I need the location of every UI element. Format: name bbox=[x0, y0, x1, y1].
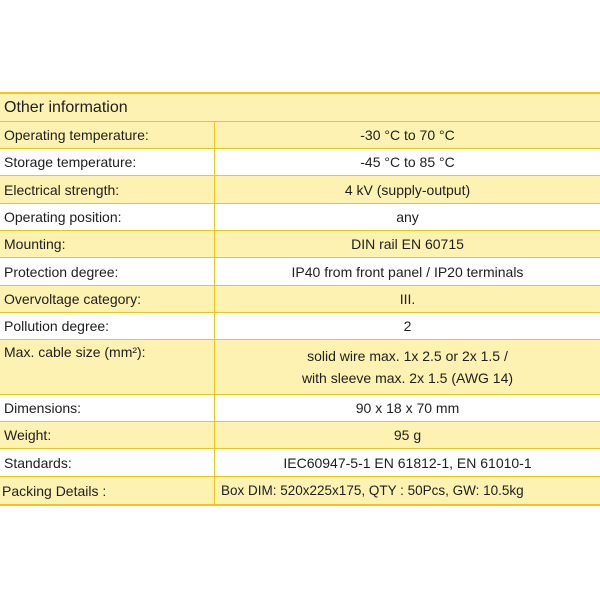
row-label: Pollution degree: bbox=[0, 313, 215, 339]
row-value: DIN rail EN 60715 bbox=[351, 236, 464, 252]
row-value: IP40 from front panel / IP20 terminals bbox=[291, 263, 524, 280]
row-value-line: solid wire max. 1x 2.5 or 2x 1.5 / bbox=[307, 348, 508, 364]
row-label: Standards: bbox=[0, 449, 215, 476]
row-label: Dimensions: bbox=[0, 395, 215, 421]
table-row bbox=[0, 204, 600, 231]
row-value: -45 °C to 85 °C bbox=[360, 154, 455, 170]
table-row bbox=[0, 477, 600, 504]
row-label: Overvoltage category: bbox=[0, 286, 215, 312]
spec-table bbox=[0, 92, 600, 506]
section-title: Other information bbox=[0, 94, 600, 122]
row-value: IEC60947-5-1 EN 61812-1, EN 61010-1 bbox=[283, 454, 532, 471]
table-row bbox=[0, 313, 600, 340]
table-row bbox=[0, 122, 600, 149]
row-label: Storage temperature: bbox=[0, 149, 215, 175]
row-label: Weight: bbox=[0, 422, 215, 448]
row-value-line: with sleeve max. 2x 1.5 (AWG 14) bbox=[301, 370, 514, 386]
row-label: Operating temperature: bbox=[0, 122, 215, 148]
table-row bbox=[0, 258, 600, 286]
row-value bbox=[215, 340, 600, 394]
table-row bbox=[0, 449, 600, 477]
row-value: 2 bbox=[403, 318, 412, 334]
row-label: Mounting: bbox=[0, 231, 215, 257]
row-value: any bbox=[396, 209, 419, 225]
row-label: Operating position: bbox=[0, 204, 215, 230]
table-row bbox=[0, 149, 600, 176]
row-value: 95 g bbox=[393, 427, 422, 443]
row-label: Max. cable size (mm²): bbox=[0, 340, 215, 394]
table-row bbox=[0, 231, 600, 258]
row-label: Packing Details : bbox=[0, 477, 215, 504]
row-value: -30 °C to 70 °C bbox=[360, 127, 455, 143]
row-value: Box DIM: 520x225x175, QTY : 50Pcs, GW: 10.5kg bbox=[221, 483, 524, 498]
table-row bbox=[0, 176, 600, 204]
row-value: 90 x 18 x 70 mm bbox=[355, 400, 460, 416]
row-value: III. bbox=[399, 291, 416, 307]
table-row bbox=[0, 286, 600, 313]
row-label: Electrical strength: bbox=[0, 176, 215, 203]
table-row bbox=[0, 422, 600, 449]
row-label: Protection degree: bbox=[0, 258, 215, 285]
table-row bbox=[0, 340, 600, 395]
row-value: 4 kV (supply-output) bbox=[344, 181, 471, 198]
table-row bbox=[0, 395, 600, 422]
